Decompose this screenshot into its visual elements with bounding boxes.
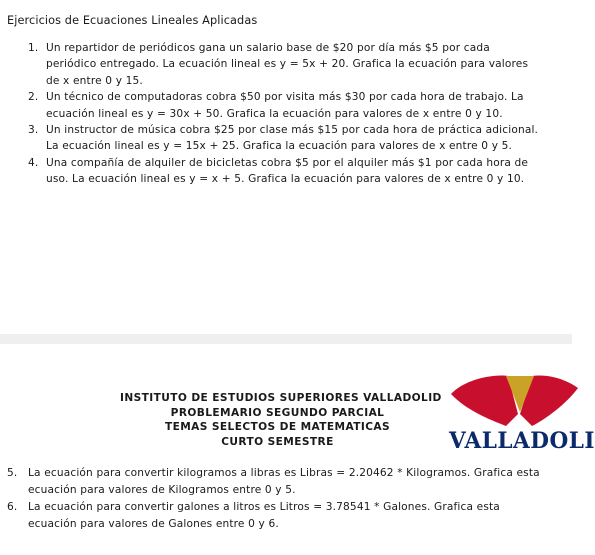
exercise-text: La ecuación para convertir galones a litros es Litros = 3.78541 * Galones. Grafica esta ecuación para valores de Galones entre 0 y 6. (28, 501, 500, 530)
exercise-list-2 (0, 465, 572, 533)
exercise-number: 5. (7, 467, 18, 479)
document-subtitle: PROBLEMARIO SEGUNDO PARCIAL (170, 406, 385, 419)
exercise-text: Una compañía de alquiler de bicicletas cobra $5 por el alquiler más $1 por cada hora de uso. La ecuación lineal es y = x + 5. Grafica la ecuación para valores de x entre 0 y 10. (46, 156, 529, 186)
exercise-number: 3. (28, 124, 39, 137)
exercise-text: Un instructor de música cobra $25 por clase más $15 por cada hora de práctica adicional. La ecuación lineal es y = 15x + 25. Grafica la ecuación para valores de x entre 0 y 5. (46, 124, 539, 153)
exercise-number: 6. (7, 501, 18, 513)
exercise-item (0, 155, 572, 188)
exercise-item (0, 89, 572, 122)
logo-wordmark: VALLADOLI (449, 428, 595, 454)
exercise-text: Un repartidor de periódicos gana un salario base de $20 por día más $5 por cada periódico entregado. La ecuación lineal es y = 5x + 20. Grafica la ecuación para valores de x entre 0 y 15. (46, 42, 529, 87)
exercise-item (0, 499, 572, 533)
exercise-number: 1. (28, 42, 39, 54)
document-title: Ejercicios de Ecuaciones Lineales Aplicadas (7, 14, 258, 27)
page-separator (0, 334, 572, 344)
institution-header (120, 391, 442, 449)
document-page-2 (0, 344, 595, 555)
exercise-list-1 (0, 40, 572, 188)
logo-left-shape (451, 376, 518, 426)
institution-name: INSTITUTO DE ESTUDIOS SUPERIORES VALLADOLID (120, 392, 442, 404)
exercise-item (0, 40, 572, 89)
exercise-number: 2. (28, 91, 39, 104)
subject-name: TEMAS SELECTOS DE MATEMATICAS (164, 421, 391, 434)
exercise-item (0, 122, 572, 155)
exercise-text: Un técnico de computadoras cobra $50 por visita más $30 por cada hora de trabajo. La ecuación lineal es y = 30x + 50. Grafica la ecuación para valores de x entre 0 y 10. (46, 91, 524, 120)
exercise-text: La ecuación para convertir kilogramos a libras es Libras = 2.20462 * Kilogramos. Grafica esta ecuación para valores de Kilogramos entre 0 y 5. (28, 467, 540, 496)
exercise-item (0, 465, 572, 499)
semester-label: CURTO SEMESTRE (221, 435, 334, 448)
exercise-number: 4. (28, 156, 39, 169)
